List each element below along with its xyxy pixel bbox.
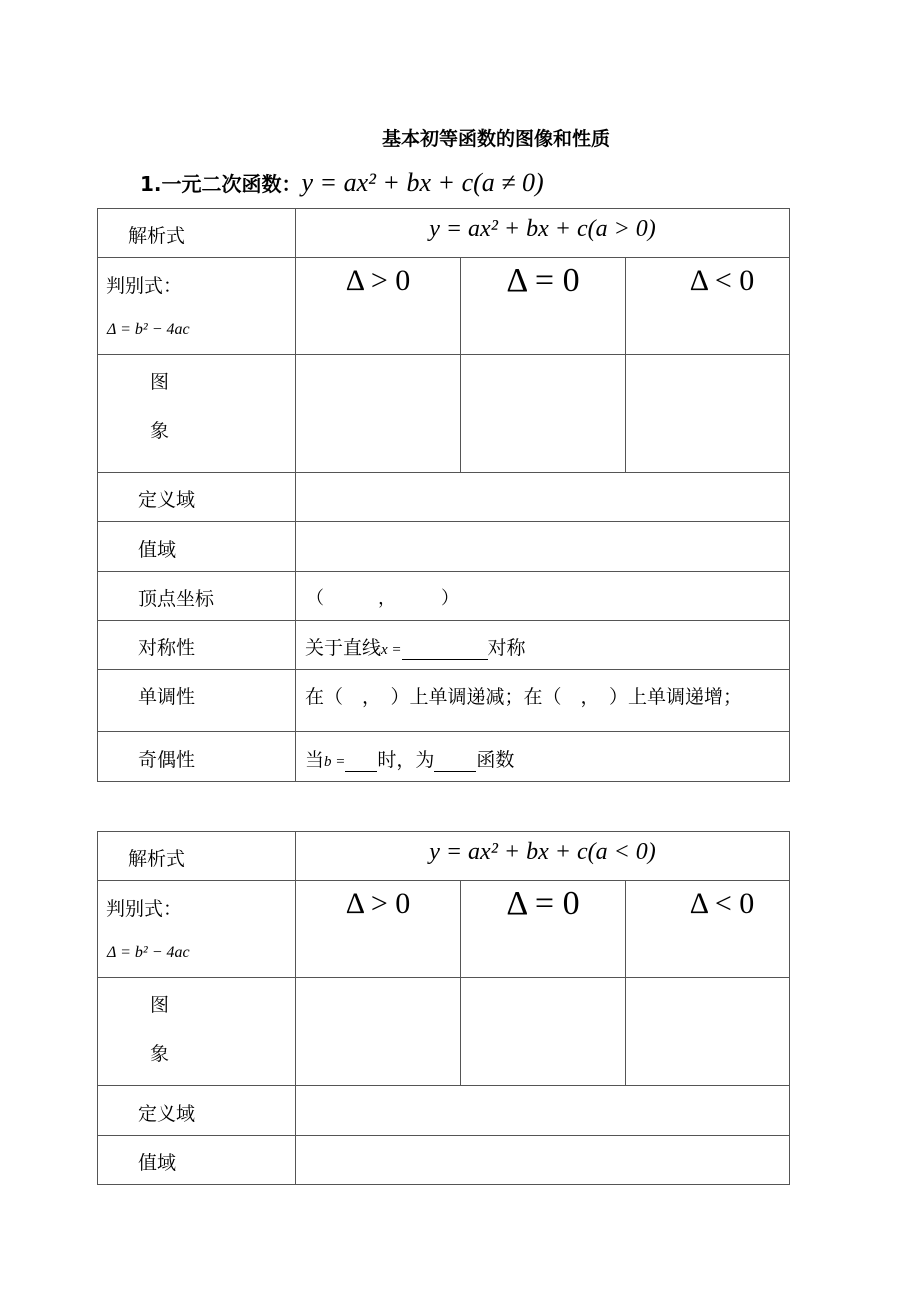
graph-label-1: 图 xyxy=(150,994,170,1016)
case-zero: Δ = 0 xyxy=(506,262,580,299)
range-label: 值域 xyxy=(138,1152,177,1174)
symmetry-blank[interactable] xyxy=(402,641,488,660)
disc-formula: Δ = b² − 4ac xyxy=(107,944,190,961)
domain-label: 定义域 xyxy=(138,489,196,511)
parity-label: 奇偶性 xyxy=(138,749,196,771)
monotonic-value: 在（ ， ）上单调递减；在（ ， ）上单调递增； xyxy=(305,686,743,708)
case-negative: Δ < 0 xyxy=(689,264,755,297)
formula: y = ax² + bx + c(a < 0) xyxy=(429,839,656,865)
section-heading xyxy=(140,168,544,198)
parity-blank-1[interactable] xyxy=(345,753,377,772)
vertex-value: （ ， ） xyxy=(306,588,459,609)
case-zero: Δ = 0 xyxy=(506,885,580,922)
page-title: 基本初等函数的图像和性质 xyxy=(381,128,610,150)
section-formula: y = ax² + bx + c(a ≠ 0) xyxy=(301,168,544,197)
formula-label: 解析式 xyxy=(128,848,186,870)
domain-label: 定义域 xyxy=(138,1103,196,1125)
vertex-label: 顶点坐标 xyxy=(138,588,215,610)
graph-label-2: 象 xyxy=(150,420,170,442)
formula: y = ax² + bx + c(a > 0) xyxy=(429,216,656,242)
case-positive: Δ > 0 xyxy=(345,264,411,297)
disc-label: 判别式： xyxy=(106,275,183,297)
section-label: 1.一元二次函数： xyxy=(140,172,302,196)
graph-label-2: 象 xyxy=(150,1043,170,1065)
disc-formula: Δ = b² − 4ac xyxy=(107,321,190,338)
disc-label: 判别式： xyxy=(106,898,183,920)
range-label: 值域 xyxy=(138,539,177,561)
symmetry-value: 关于直线x = 对称 xyxy=(305,637,526,659)
parity-blank-2[interactable] xyxy=(434,753,476,772)
graph-label-1: 图 xyxy=(150,371,170,393)
monotonic-label: 单调性 xyxy=(138,686,196,708)
case-negative: Δ < 0 xyxy=(689,887,755,920)
symmetry-label: 对称性 xyxy=(138,637,196,659)
case-positive: Δ > 0 xyxy=(345,887,411,920)
parity-value: 当b = 时，为 函数 xyxy=(305,749,515,771)
formula-label: 解析式 xyxy=(128,225,186,247)
